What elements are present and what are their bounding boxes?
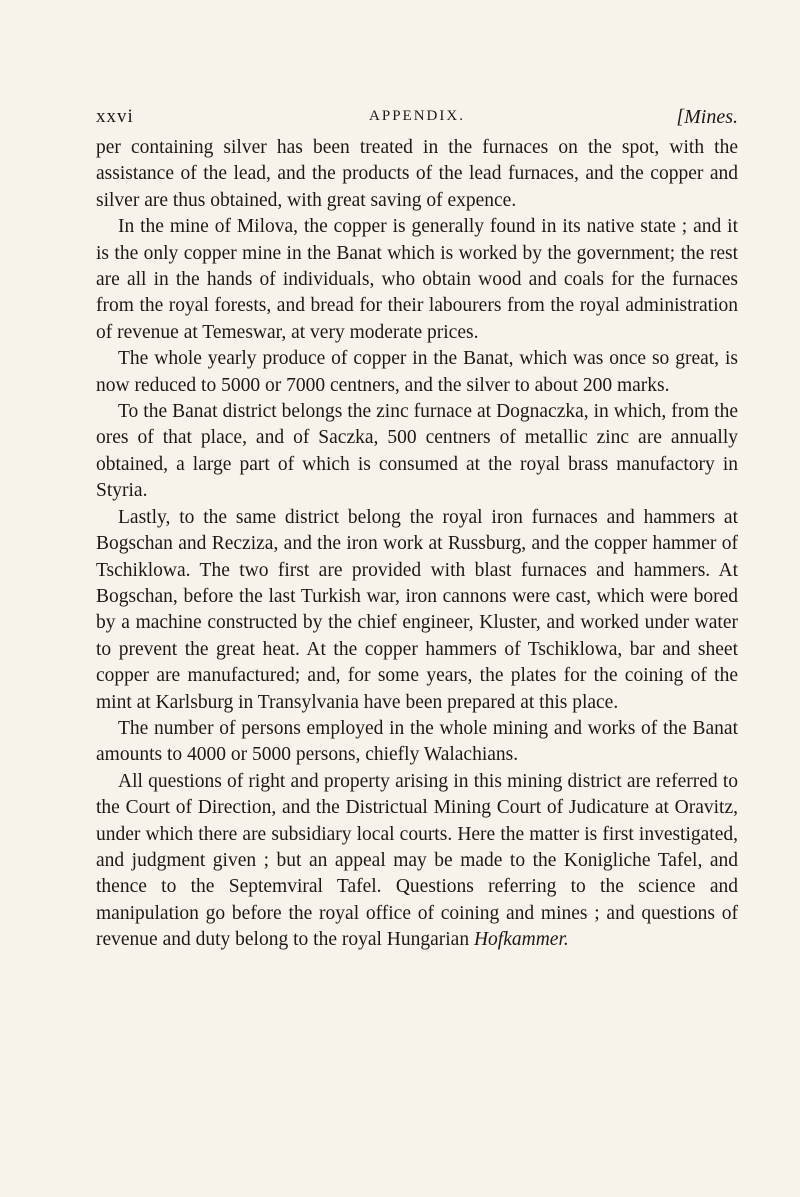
paragraph-7-italic: Hofkammer. bbox=[473, 929, 569, 951]
running-head bbox=[96, 106, 738, 134]
page-number: xxvi bbox=[96, 106, 134, 127]
paragraph-7-text: All questions of right and property arising in this mining district are referred to the Court of Direction, and the Districtual Mining Court of Judicature at Oravitz, under which there are subsidiary local courts. Here the matter is first investigated, and judgment given ; but an appeal may be made to the Konigliche Tafel, and thence to the Septemviral Tafel. Questions referring to the science and manipulation go before the royal office of coining and mines ; and questions of revenue and duty belong to the royal Hungarian bbox=[96, 770, 738, 951]
running-title: APPENDIX. bbox=[369, 108, 465, 124]
paragraph-1: per containing silver has been treated in the furnaces on the spot, with the assistance of the lead, and the products of the lead furnaces, and the copper and silver are thus obtained, with great saving of expence. bbox=[96, 137, 738, 211]
paragraph-5: Lastly, to the same district belong the royal iron furnaces and hammers at Bogschan and Recziza, and the iron work at Russburg, and the copper hammer of Tschiklowa. The two first are provided with blast furnaces and hammers. At Bogschan, before the last Turkish war, iron cannons were cast, which were bored by a machine constructed by the chief engineer, Kluster, and worked under water to prevent the great heat. At the copper hammers of Tschiklowa, bar and sheet copper are manufactured; and, for some years, the plates for the coining of the mint at Karlsburg in Transylvania have been prepared at this place. bbox=[96, 506, 738, 713]
paragraph-7 bbox=[96, 769, 738, 954]
paragraph-3: The whole yearly produce of copper in the Banat, which was once so great, is now reduced to 5000 or 7000 centners, and the silver to about 200 marks. bbox=[96, 348, 738, 396]
body-text bbox=[96, 135, 738, 954]
paragraph-2: In the mine of Milova, the copper is generally found in its native state ; and it is the only copper mine in the Banat which is worked by the government; the rest are all in the hands of individuals, who obtain wood and coals for the furnaces from the royal forests, and bread for their labourers from the royal administration of revenue at Temeswar, at very moderate prices. bbox=[96, 216, 738, 343]
paragraph-6: The number of persons employed in the whole mining and works of the Banat amounts to 4000 or 5000 persons, chiefly Walachians. bbox=[96, 717, 738, 766]
section-title: [Mines. bbox=[676, 106, 738, 128]
paragraph-4: To the Banat district belongs the zinc furnace at Dognaczka, in which, from the ores of that place, and of Saczka, 500 centners of metallic zinc are annually obtained, a large part of which is consumed at the royal brass manufactory in Styria. bbox=[96, 401, 738, 502]
